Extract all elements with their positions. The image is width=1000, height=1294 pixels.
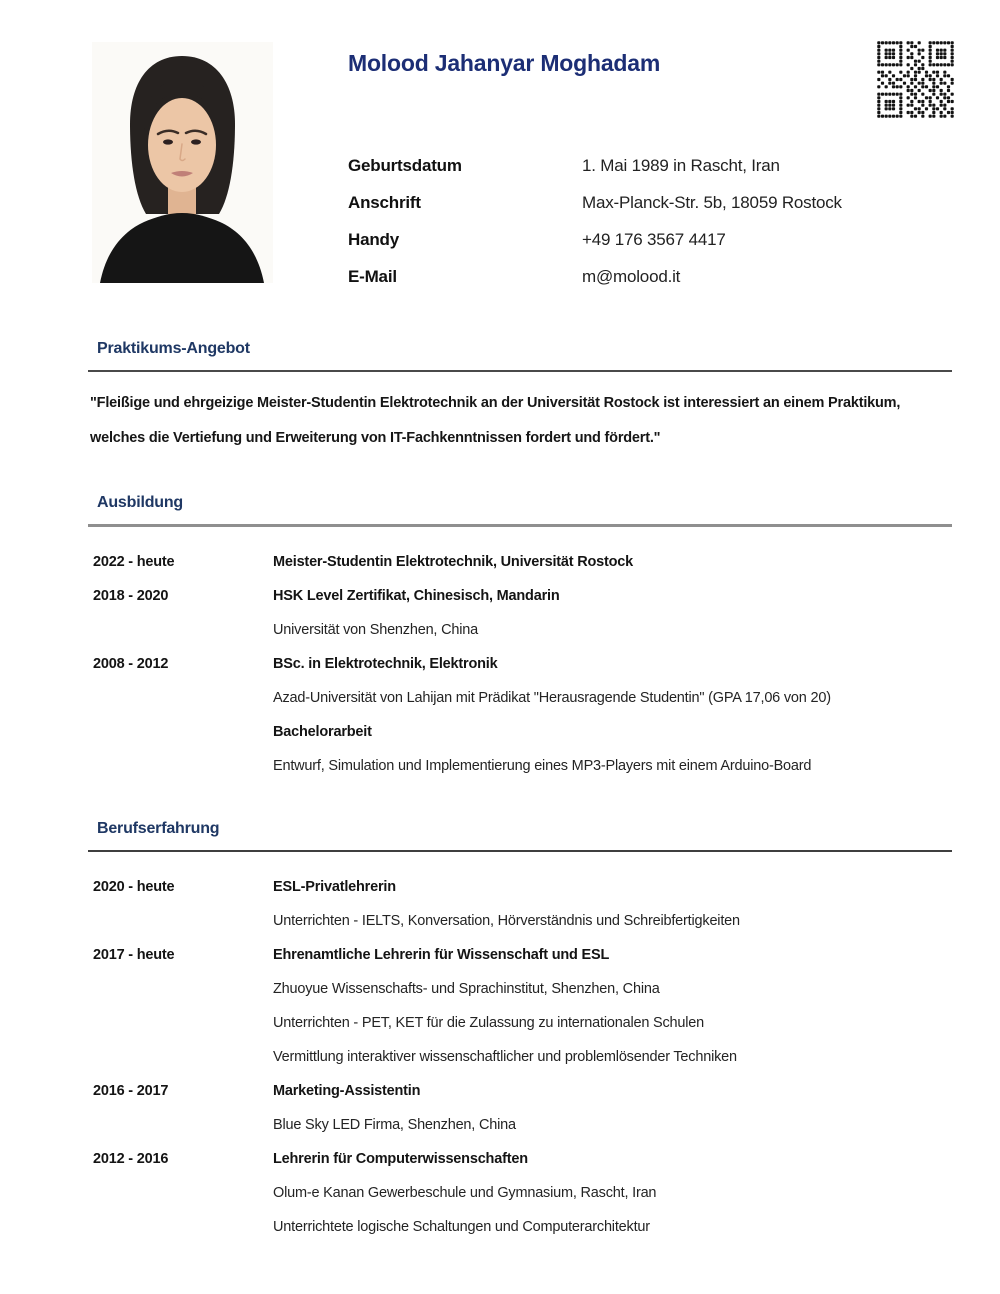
entry-text: Universität von Shenzhen, China	[273, 622, 478, 638]
section-divider	[88, 370, 952, 372]
detail-row-address	[348, 193, 842, 230]
entry-title: Meister-Studentin Elektrotechnik, Universität Rostock	[273, 554, 634, 570]
date-range: 2017 - heute	[93, 947, 175, 963]
detail-value: m@molood.it	[582, 267, 681, 286]
qr-code	[877, 41, 954, 118]
timeline-row	[88, 1151, 952, 1185]
date-range: 2012 - 2016	[93, 1151, 169, 1167]
timeline-row	[88, 1185, 952, 1219]
timeline-row	[88, 981, 952, 1015]
timeline-row	[88, 947, 952, 981]
detail-value: +49 176 3567 4417	[582, 230, 726, 249]
entry-text: Zhuoyue Wissenschafts- und Sprachinstitut, Shenzhen, China	[273, 981, 660, 997]
contact-details	[348, 156, 842, 304]
detail-label: Anschrift	[348, 193, 421, 212]
section-heading: Praktikums-Angebot	[97, 340, 250, 357]
detail-label: E-Mail	[348, 267, 397, 286]
timeline-row	[88, 724, 952, 758]
timeline-row	[88, 588, 952, 622]
section-heading: Ausbildung	[97, 494, 183, 511]
timeline-row	[88, 622, 952, 656]
offer-quote-line: welches die Vertiefung und Erweiterung von IT-Fachkenntnissen fordert und fördert."	[90, 430, 661, 446]
entry-text: Olum-e Kanan Gewerbeschule und Gymnasium, Rascht, Iran	[273, 1185, 657, 1201]
entry-title: Marketing-Assistentin	[273, 1083, 421, 1099]
name-heading: Molood Jahanyar Moghadam	[348, 50, 661, 76]
section-divider	[88, 850, 952, 852]
portrait-photo-image	[92, 42, 273, 283]
section-work-experience	[88, 818, 952, 1253]
section-divider	[88, 524, 952, 527]
detail-row-birthdate	[348, 156, 842, 193]
detail-row-phone	[348, 230, 842, 267]
education-rows	[88, 554, 952, 792]
portrait-photo	[92, 42, 273, 283]
detail-value: 1. Mai 1989 in Rascht, Iran	[582, 156, 780, 175]
entry-title: ESL-Privatlehrerin	[273, 879, 396, 895]
timeline-row	[88, 879, 952, 913]
detail-value: Max-Planck-Str. 5b, 18059 Rostock	[582, 193, 842, 212]
experience-rows	[88, 879, 952, 1253]
section-internship-offer	[88, 338, 952, 462]
section-education	[88, 492, 952, 792]
entry-title: BSc. in Elektrotechnik, Elektronik	[273, 656, 498, 672]
date-range: 2016 - 2017	[93, 1083, 169, 1099]
timeline-row	[88, 656, 952, 690]
timeline-row	[88, 1015, 952, 1049]
entry-text: Entwurf, Simulation und Implementierung eines MP3-Players mit einem Arduino-Board	[273, 758, 812, 774]
entry-text: Unterrichtete logische Schaltungen und Computerarchitektur	[273, 1219, 650, 1235]
date-range: 2008 - 2012	[93, 656, 169, 672]
entry-text: Unterrichten - PET, KET für die Zulassung zu internationalen Schulen	[273, 1015, 705, 1031]
date-range: 2020 - heute	[93, 879, 175, 895]
entry-text: Unterrichten - IELTS, Konversation, Hörverständnis und Schreibfertigkeiten	[273, 913, 740, 929]
detail-label: Geburtsdatum	[348, 156, 462, 175]
date-range: 2022 - heute	[93, 554, 175, 570]
entry-text: Azad-Universität von Lahijan mit Prädikat "Herausragende Studentin" (GPA 17,06 von 20)	[273, 690, 831, 706]
timeline-row	[88, 690, 952, 724]
entry-title: HSK Level Zertifikat, Chinesisch, Mandarin	[273, 588, 560, 604]
detail-row-email	[348, 267, 842, 304]
timeline-row	[88, 1117, 952, 1151]
timeline-row	[88, 1083, 952, 1117]
entry-text: Vermittlung interaktiver wissenschaftlicher und problemlösender Techniken	[273, 1049, 737, 1065]
entry-title: Ehrenamtliche Lehrerin für Wissenschaft und ESL	[273, 947, 610, 963]
detail-label: Handy	[348, 230, 399, 249]
date-range: 2018 - 2020	[93, 588, 169, 604]
timeline-row	[88, 913, 952, 947]
entry-text: Blue Sky LED Firma, Shenzhen, China	[273, 1117, 516, 1133]
timeline-row	[88, 554, 952, 588]
timeline-row	[88, 1049, 952, 1083]
offer-quote-line: "Fleißige und ehrgeizige Meister-Studentin Elektrotechnik an der Universität Rostock ist interessiert an einem Praktikum,	[90, 395, 901, 411]
entry-title: Bachelorarbeit	[273, 724, 372, 740]
timeline-row	[88, 1219, 952, 1253]
timeline-row	[88, 758, 952, 792]
entry-title: Lehrerin für Computerwissenschaften	[273, 1151, 528, 1167]
section-heading: Berufserfahrung	[97, 820, 220, 837]
